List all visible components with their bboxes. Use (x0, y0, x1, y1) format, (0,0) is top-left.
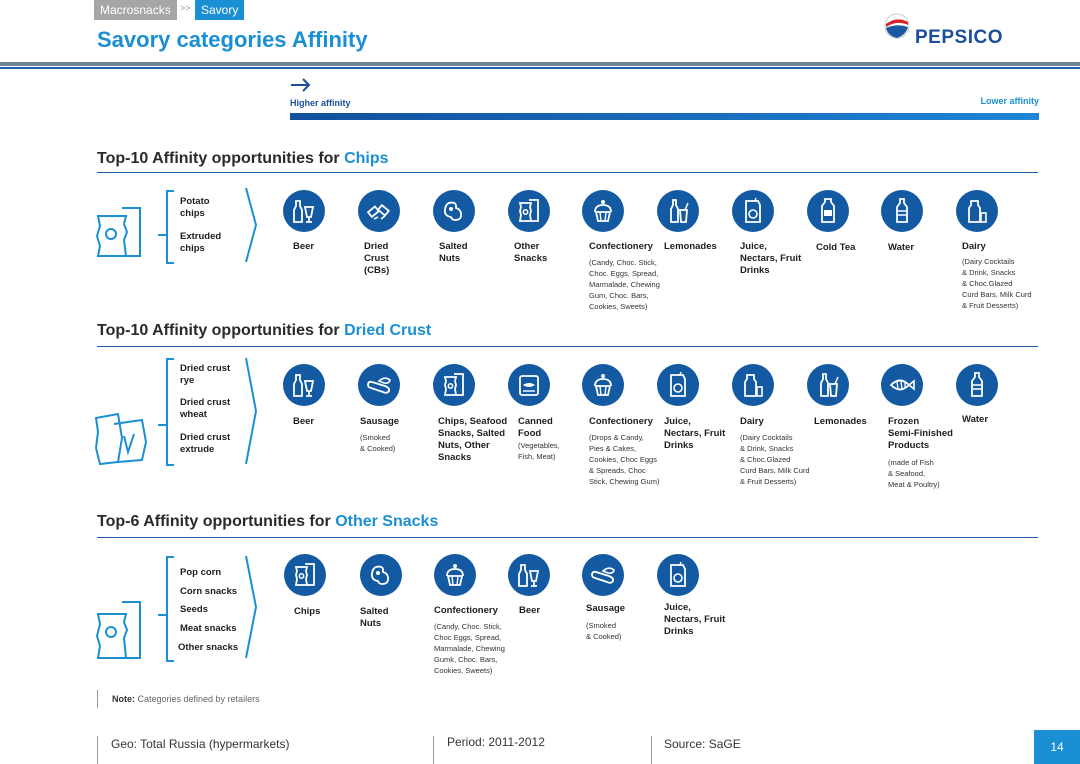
item-sublabel: (Candy, Choc. Stick, (434, 622, 502, 631)
chevron-right-icon (244, 554, 258, 660)
item-sublabel: & Choc.Glazed (962, 279, 1013, 288)
item-label: Snacks, Salted (438, 428, 506, 439)
item-label: Beer (293, 241, 315, 252)
breadcrumb-parent[interactable]: Macrosnacks (94, 0, 177, 20)
item-sublabel: & Seafood, (888, 469, 926, 478)
confectionery-icon (582, 364, 624, 406)
footer-separator (97, 736, 98, 764)
item-label: Crust (364, 253, 389, 264)
beer-icon (508, 554, 550, 596)
juice-icon (732, 190, 774, 232)
item-sublabel: Gum, Choc. Bars, (589, 291, 649, 300)
item-label: Drinks (740, 265, 770, 276)
beer-icon (283, 364, 325, 406)
item-label: Lemonades (814, 416, 867, 427)
item-sublabel: & Drink, Snacks (962, 268, 1016, 277)
item-sublabel: & Fruit Desserts) (962, 301, 1019, 310)
product-item: Pop corn (180, 567, 222, 578)
item-sublabel: & Choc.Glazed (740, 455, 791, 464)
item-label: Snacks (438, 452, 472, 463)
section-rule (97, 346, 1038, 347)
product-bracket (166, 190, 174, 264)
product-item: Other snacks (178, 642, 239, 653)
item-label: Products (888, 440, 930, 451)
section-title-dried-crust: Top-10 Affinity opportunities for Dried Crust (97, 322, 432, 339)
item-label: Confectionery (589, 241, 653, 252)
item-sublabel: Cookies, Choc Eggs (589, 455, 657, 464)
other-snacks-package-icon (94, 598, 156, 662)
juice-icon (657, 364, 699, 406)
item-label: Drinks (664, 440, 694, 451)
canned-food-icon (508, 364, 550, 406)
chevron-right-icon (244, 186, 258, 264)
section-rule (97, 172, 1038, 173)
item-label: Nectars, Fruit (664, 614, 726, 625)
footnote: Note: Categories defined by retailers (112, 694, 260, 704)
item-label: Confectionery (589, 416, 653, 427)
footer-source: Source: SaGE (664, 737, 741, 751)
item-label: Nuts (439, 253, 461, 264)
item-sublabel: (Smoked (586, 621, 617, 630)
arrow-right-icon (290, 78, 312, 92)
item-label: Lemonades (664, 241, 717, 252)
item-sublabel: Curd Bars, Milk Curd (740, 466, 810, 475)
product-bracket (166, 556, 174, 662)
item-sublabel: Cookies, Sweets) (434, 666, 493, 675)
product-bracket (166, 358, 174, 466)
item-sublabel: Curd Bars, Milk Curd (962, 290, 1032, 299)
item-sublabel: Stick, Chewing Gum) (589, 477, 660, 486)
pepsi-globe-icon (884, 13, 910, 39)
item-label: (CBs) (364, 265, 390, 276)
item-sublabel: (Candy, Choc. Stick, (589, 258, 657, 267)
item-sublabel: Choc Eggs, Spread, (434, 633, 502, 642)
salted-nuts-icon (433, 190, 475, 232)
pepsico-logo (884, 13, 1034, 53)
item-label: Beer (293, 416, 315, 427)
header-rule-blue (0, 67, 1080, 69)
item-sublabel: & Cooked) (586, 632, 622, 641)
item-label: Cold Tea (816, 242, 856, 253)
item-sublabel: & Spreads, Choc (589, 466, 646, 475)
logo-text: PEPSICO (915, 27, 1003, 48)
chips-icon (433, 364, 475, 406)
footer-geo: Geo: Total Russia (hypermarkets) (111, 737, 290, 751)
salted-nuts-icon (360, 554, 402, 596)
item-label: Frozen (888, 416, 920, 427)
product-item: rye (180, 375, 195, 386)
section-rule (97, 537, 1038, 538)
dried-crust-package-icon (92, 408, 154, 468)
item-label: Dairy (740, 416, 764, 427)
item-label: Food (518, 428, 542, 439)
item-label: Chips (294, 606, 321, 617)
product-item: Seeds (180, 604, 208, 615)
dairy-icon (732, 364, 774, 406)
item-label: Dairy (962, 241, 986, 252)
chips-icon (284, 554, 326, 596)
item-sublabel: Choc. Eggs, Spread, (589, 269, 659, 278)
product-item: extrude (180, 444, 215, 455)
bracket-tick (158, 424, 166, 426)
item-label: Sausage (360, 416, 400, 427)
lemonade-icon (807, 364, 849, 406)
item-label: Chips, Seafood (438, 416, 508, 427)
item-sublabel: Fish, Meat) (518, 452, 556, 461)
item-label: Juice, (664, 602, 691, 613)
breadcrumb-current[interactable]: Savory (195, 0, 244, 20)
page-title: Savory categories Affinity (97, 27, 368, 52)
item-label: Sausage (586, 603, 626, 614)
product-item: Corn snacks (180, 586, 238, 597)
item-label: Dried (364, 241, 389, 252)
item-label: Drinks (664, 626, 694, 637)
item-label: Nectars, Fruit (740, 253, 802, 264)
chips-package-icon (94, 200, 156, 262)
sausage-icon (582, 554, 624, 596)
footer-separator (651, 736, 652, 764)
item-sublabel: (Smoked (360, 433, 391, 442)
sausage-icon (358, 364, 400, 406)
item-label: Snacks (514, 253, 548, 264)
product-item: Potato (180, 196, 210, 207)
chevron-right-icon (244, 356, 258, 466)
header-rule (0, 62, 1080, 66)
lower-affinity-label: Lower affinity (980, 96, 1039, 106)
higher-affinity-label: Higher affinity (290, 98, 351, 108)
item-sublabel: & Drink, Snacks (740, 444, 794, 453)
product-item: Extruded (180, 231, 222, 242)
breadcrumb-separator: >> (180, 3, 191, 13)
item-sublabel: (Dairy Cocktails (962, 257, 1015, 266)
bracket-tick (158, 614, 166, 616)
footer-period: Period: 2011-2012 (447, 735, 545, 749)
item-label: Semi-Finished (888, 428, 953, 439)
beer-icon (283, 190, 325, 232)
lemonade-icon (657, 190, 699, 232)
product-item: chips (180, 243, 205, 254)
item-sublabel: Marmalade, Chewing (589, 280, 660, 289)
fish-icon (881, 364, 923, 406)
item-label: Salted (439, 241, 468, 252)
footer-separator (433, 736, 434, 764)
item-sublabel: Cookies, Sweets) (589, 302, 648, 311)
section-title-other-snacks: Top-6 Affinity opportunities for Other Snacks (97, 513, 439, 530)
water-icon (881, 190, 923, 232)
note-separator (97, 690, 98, 708)
product-item: Dried crust (180, 363, 231, 374)
item-sublabel: & Cooked) (360, 444, 396, 453)
dried-crust-icon (358, 190, 400, 232)
affinity-gradient-bar (290, 113, 1039, 120)
product-item: Dried crust (180, 432, 231, 443)
item-label: Juice, (664, 416, 691, 427)
water-icon (956, 364, 998, 406)
cold-tea-icon (807, 190, 849, 232)
item-label: Nuts (360, 618, 382, 629)
item-label: Water (962, 414, 989, 425)
item-label: Water (888, 242, 915, 253)
product-item: Dried crust (180, 397, 231, 408)
item-label: Nectars, Fruit (664, 428, 726, 439)
confectionery-icon (582, 190, 624, 232)
product-item: Meat snacks (180, 623, 237, 634)
item-sublabel: Gumk, Choc. Bars, (434, 655, 498, 664)
juice-icon (657, 554, 699, 596)
item-sublabel: (Dairy Cocktails (740, 433, 793, 442)
item-sublabel: Pies & Cakes, (589, 444, 637, 453)
item-sublabel: (made of Fish (888, 458, 934, 467)
item-label: Salted (360, 606, 389, 617)
item-sublabel: Marmalade, Chewing (434, 644, 505, 653)
item-sublabel: (Drops & Candy, (589, 433, 644, 442)
section-title-chips: Top-10 Affinity opportunities for Chips (97, 150, 389, 167)
other-snacks-icon (508, 190, 550, 232)
confectionery-icon (434, 554, 476, 596)
item-sublabel: & Fruit Desserts) (740, 477, 797, 486)
item-label: Other (514, 241, 540, 252)
page-number: 14 (1034, 730, 1080, 764)
item-label: Beer (519, 605, 541, 616)
product-item: wheat (180, 409, 207, 420)
product-item: chips (180, 208, 205, 219)
item-label: Nuts, Other (438, 440, 490, 451)
item-label: Confectionery (434, 605, 498, 616)
bracket-tick (158, 234, 166, 236)
item-label: Juice, (740, 241, 767, 252)
item-sublabel: (Vegetables, (518, 441, 560, 450)
dairy-icon (956, 190, 998, 232)
item-label: Canned (518, 416, 553, 427)
item-sublabel: Meat & Poultry) (888, 480, 940, 489)
